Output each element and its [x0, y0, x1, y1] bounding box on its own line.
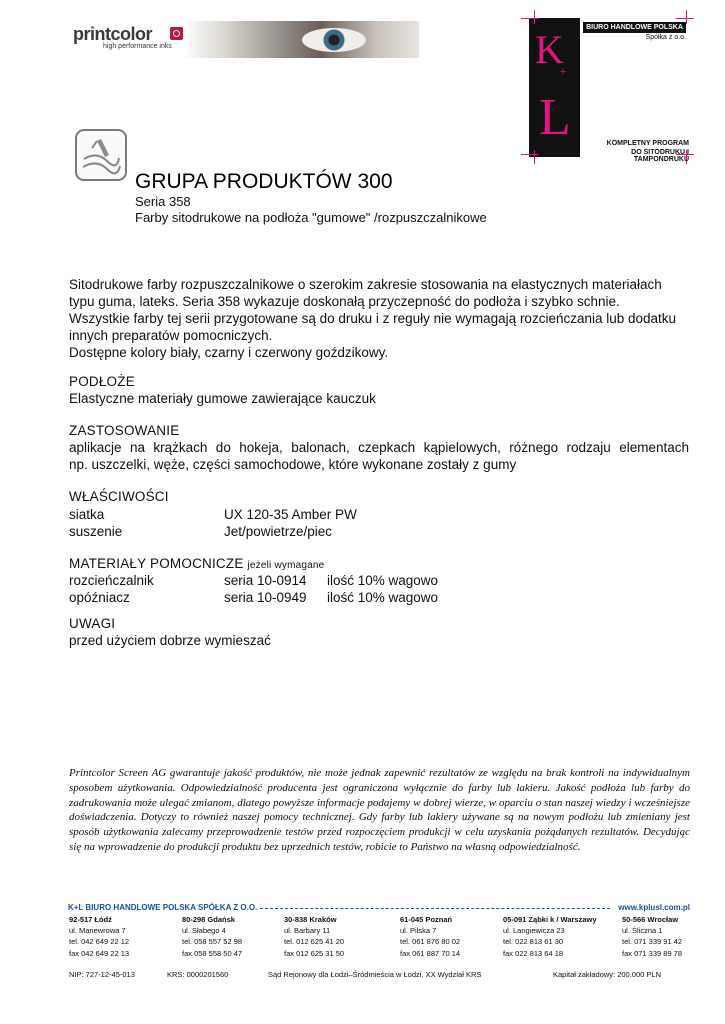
- printcolor-logo: printcolor: [73, 24, 152, 44]
- property-row: [69, 523, 469, 540]
- zastosowanie-line: np. uszczelki, węże, części samochodowe, które wykonane zostały z gumy: [69, 457, 517, 472]
- office-wroclaw: [622, 914, 682, 959]
- intro-line: innych preparatów pomocniczych.: [69, 328, 273, 343]
- office-street: ul. Słabego 4: [182, 926, 226, 936]
- office-fax: fax 022 813 64 18: [503, 948, 564, 958]
- kl-logo-l: L: [539, 89, 571, 146]
- printcolor-banner: [67, 21, 419, 58]
- office-street: ul. Langiewicza 23: [503, 926, 565, 936]
- office-fax: fax 058 558 50 47: [182, 948, 243, 958]
- uwagi-heading: UWAGI: [69, 616, 116, 631]
- podloze-heading: PODŁOŻE: [69, 374, 135, 389]
- disclaimer: Printcolor Screen AG gwarantuje jakość produktów, nie może jednak zapewnić rezultatów ze względu na brak kontroli na indywidualnym sposobem użytkowania. Odpowiedzialność producenta jest ograniczona wyłącznie do farby lub lakieru. Jakość podłoża lub farby do zadrukowania może ulegać zmianom, dlatego powyższe informacje podajemy w dobrej wierze, w oparciu o stan naszej wiedzy i wcześniejsze doświadczenia. Dotyczy to również naszej pomocy technicznej. Gdy farby lub lakiery używane są na nowym podłożu lub zmieniany jest sposób użytkowania zalecamy przeprowadzenie testów przed rozpoczęciem produkcji w celu uzyskania pożądanych rezultatów. Decydując się na wprowadzenie do produkcji produktu bez uprzednich testów, robicie to Państwo na własną odpowiedzialność.: [69, 767, 690, 853]
- product-group-title: GRUPA PRODUKTÓW 300: [135, 170, 393, 193]
- footer-company-name: K+L BIURO HANDLOWE POLSKA SPÓŁKA Z O.O.: [68, 903, 258, 912]
- auxiliary-label: rozcieńczalnik: [69, 573, 154, 588]
- footer-company-line: [68, 903, 690, 912]
- auxiliary-series: seria 10-0914: [224, 573, 307, 588]
- office-city: 92-517 Łódź: [69, 915, 112, 924]
- footer-court: Sąd Rejonowy dla Łodzi–Śródmieścia w Łodzi, XX Wydział KRS: [268, 970, 482, 979]
- office-fax: fax 042 649 22 13: [69, 948, 130, 958]
- office-street: ul. Śliczna 1: [622, 926, 663, 936]
- intro-line: typu guma, lateks. Seria 358 wykazuje doskonałą przyczepność do podłoża i szybko schnie.: [69, 294, 620, 309]
- intro-line: Dostępne kolory biały, czarny i czerwony goździkowy.: [69, 345, 389, 360]
- office-city: 61-045 Poznań: [400, 915, 453, 924]
- office-fax: fax 061 887 70 14: [400, 948, 461, 958]
- office-tel: tel. 012 625 41 20: [284, 937, 345, 947]
- footer-nip: NIP: 727-12-45-013: [69, 970, 135, 979]
- office-krakow: [284, 914, 344, 959]
- materialy-note: jeżeli wymagane: [247, 560, 325, 571]
- zastosowanie-heading: ZASTOSOWANIE: [69, 423, 180, 438]
- kl-company-sub: Spółka z o.o.: [645, 34, 686, 41]
- kl-logo: [529, 18, 580, 157]
- property-value: Jet/powietrze/piec: [224, 524, 333, 539]
- office-street: ul. Pilska 7: [400, 926, 437, 936]
- office-tel: tel. 022 813 61 30: [503, 937, 564, 947]
- footer-url-link[interactable]: www.kplusl.com.pl: [618, 903, 690, 912]
- auxiliary-label: opóźniacz: [69, 590, 130, 605]
- eye-image: [302, 28, 366, 52]
- kl-program-line-2: DO SITODRUKU I TAMPONDRUKU: [631, 149, 689, 163]
- office-lodz: [69, 914, 129, 959]
- intro-line: Sitodrukowe farby rozpuszczalnikowe o szerokim zakresie stosowania na elastycznych materiałach: [69, 277, 662, 292]
- materialy-heading: [69, 556, 324, 571]
- office-tel: tel. 071 339 91 42: [622, 937, 683, 947]
- auxiliary-amount: ilość 10% wagowo: [327, 573, 439, 588]
- office-street: ul. Manewrowa 7: [69, 926, 126, 936]
- office-city: 80-298 Gdańsk: [182, 915, 235, 924]
- auxiliary-series: seria 10-0949: [224, 590, 307, 605]
- office-city: 30-838 Kraków: [284, 915, 337, 924]
- office-city: 05-091 Ząbki k / Warszawy: [503, 915, 597, 924]
- property-row: [69, 506, 469, 523]
- uwagi-text: przed użyciem dobrze wymieszać: [69, 633, 271, 648]
- office-fax: fax 071 339 89 78: [622, 948, 683, 958]
- office-fax: fax 012 625 31 50: [284, 948, 345, 958]
- office-tel: tel. 058 557 52 98: [182, 937, 243, 947]
- property-label: suszenie: [69, 524, 123, 539]
- kl-company-title: BIURO HANDLOWE POLSKA: [583, 22, 686, 33]
- office-zabki: [503, 914, 597, 959]
- wlasciwosci-heading: WŁAŚCIWOŚCI: [69, 489, 169, 504]
- podloze-text: Elastyczne materiały gumowe zawierające kauczuk: [69, 391, 376, 406]
- printcolor-tagline: high performance inks: [103, 43, 172, 50]
- footer-capital: Kapitał zakładowy: 200.000 PLN: [553, 970, 661, 979]
- intro-paragraph: [69, 276, 689, 361]
- office-gdansk: [182, 914, 242, 959]
- auxiliary-row: [69, 589, 469, 606]
- auxiliary-amount: ilość 10% wagowo: [327, 590, 439, 605]
- office-street: ul. Barbary 11: [284, 926, 331, 936]
- footer-krs: KRS: 0000201560: [167, 970, 229, 979]
- printcolor-logo-icon: [170, 27, 183, 40]
- screen-print-icon: [75, 129, 127, 181]
- kl-program-line-1: KOMPLETNY PROGRAM: [606, 140, 689, 147]
- property-label: siatka: [69, 507, 105, 522]
- crop-mark: [534, 150, 535, 164]
- kl-logo-k: K: [535, 27, 564, 72]
- kl-logo-plus: +: [559, 65, 567, 80]
- office-city: 50-566 Wrocław: [622, 915, 679, 924]
- office-tel: tel. 042 649 22 12: [69, 937, 130, 947]
- zastosowanie-text: [69, 439, 689, 473]
- crop-mark: [686, 10, 687, 24]
- property-value: UX 120-35 Amber PW: [224, 507, 357, 522]
- zastosowanie-line: aplikacje na krążkach do hokeja, balonach, czepkach kąpielowych, różnego rodzaju elementach: [69, 440, 689, 455]
- product-series: Seria 358: [135, 194, 191, 209]
- crop-mark: [521, 154, 539, 155]
- footer-divider: [260, 908, 610, 909]
- intro-line: Wszystkie farby tej serii przygotowane są do druku i z reguły nie wymagają rozcieńczania lub dodatku: [69, 311, 677, 326]
- office-tel: tel. 061 876 80 02: [400, 937, 461, 947]
- product-subtitle: Farby sitodrukowe na podłoża "gumowe" /rozpuszczalnikowe: [135, 210, 487, 225]
- crop-mark: [521, 18, 539, 19]
- materialy-heading-text: MATERIAŁY POMOCNICZE: [69, 556, 244, 571]
- auxiliary-row: [69, 572, 469, 589]
- office-poznan: [400, 914, 460, 959]
- crop-mark: [534, 10, 535, 24]
- crop-mark: [676, 18, 694, 19]
